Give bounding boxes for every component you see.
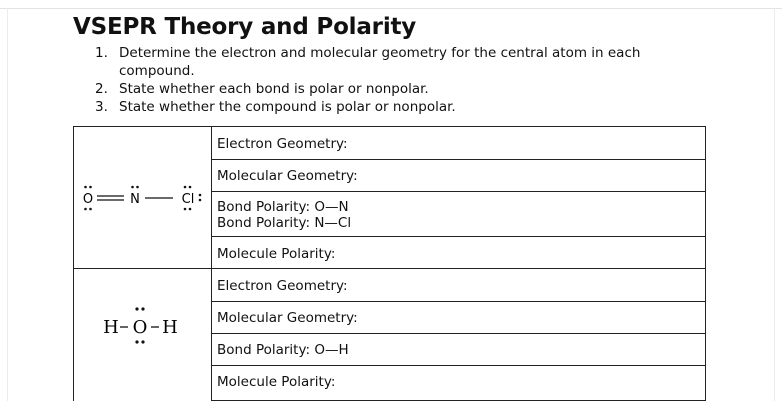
instruction-text: State whether each bond is polar or nonpolar. xyxy=(119,81,429,97)
molecule-polarity-label: Molecule Polarity: xyxy=(217,246,336,262)
instruction-number: 3. xyxy=(95,99,108,115)
bond-polarity-field[interactable] xyxy=(212,192,705,237)
molecular-geometry-label: Molecular Geometry: xyxy=(217,310,358,326)
lone-pair-dot xyxy=(131,186,134,189)
lone-pair-dot xyxy=(136,186,139,189)
lone-pair-dot xyxy=(141,307,144,310)
bond-polarity-label: Bond Polarity: O—H xyxy=(217,342,349,358)
page-title: VSEPR Theory and Polarity xyxy=(73,14,417,40)
instruction-item xyxy=(95,98,695,116)
right-edge xyxy=(774,8,775,401)
compound-table xyxy=(73,126,706,401)
instruction-number: 2. xyxy=(95,81,108,97)
atom-n: N xyxy=(130,192,140,207)
bond-polarity-field[interactable] xyxy=(212,334,705,366)
instruction-text: Determine the electron and molecular geometry for the central atom in each compound. xyxy=(119,45,641,79)
answer-fields-oncl xyxy=(212,127,705,268)
compound-block-oncl xyxy=(74,127,705,269)
molecular-geometry-field[interactable] xyxy=(212,302,705,334)
lone-pair-dot xyxy=(184,186,187,189)
atom-cl: Cl xyxy=(181,192,195,207)
lone-pair-dot xyxy=(199,199,202,202)
molecule-polarity-field[interactable] xyxy=(212,366,705,401)
molecule-polarity-label: Molecule Polarity: xyxy=(217,374,336,390)
lewis-structure-h2o-drawing xyxy=(74,269,210,401)
atom-o: O xyxy=(82,192,94,207)
lone-pair-dot xyxy=(189,186,192,189)
lone-pair-dot xyxy=(135,307,138,310)
electron-geometry-field[interactable] xyxy=(212,127,705,160)
electron-geometry-label: Electron Geometry: xyxy=(217,136,348,152)
instruction-item xyxy=(95,44,695,80)
lone-pair-dot xyxy=(84,208,87,211)
lewis-structure-oncl xyxy=(74,127,212,268)
electron-geometry-label: Electron Geometry: xyxy=(217,278,348,294)
lone-pair-dot xyxy=(199,194,202,197)
answer-fields-h2o xyxy=(212,269,705,401)
bond-polarity-label: Bond Polarity: N—Cl xyxy=(217,215,352,231)
atom-o: O xyxy=(132,317,148,338)
lone-pair-dot xyxy=(89,208,92,211)
lone-pair-dot xyxy=(89,186,92,189)
top-divider xyxy=(0,8,782,9)
atom-h: H xyxy=(103,317,119,338)
compound-block-h2o xyxy=(74,269,705,401)
lone-pair-dot xyxy=(189,208,192,211)
molecular-geometry-field[interactable] xyxy=(212,160,705,192)
lone-pair-dot xyxy=(141,340,144,343)
bond-polarity-label: Bond Polarity: O—N xyxy=(217,199,349,215)
atom-h: H xyxy=(162,317,178,338)
instruction-text: State whether the compound is polar or nonpolar. xyxy=(119,99,456,115)
instruction-number: 1. xyxy=(95,45,108,61)
lone-pair-dot xyxy=(84,186,87,189)
molecular-geometry-label: Molecular Geometry: xyxy=(217,168,358,184)
lewis-structure-h2o xyxy=(74,269,212,401)
instruction-list xyxy=(95,44,695,116)
left-edge xyxy=(7,8,8,401)
molecule-polarity-field[interactable] xyxy=(212,237,705,268)
electron-geometry-field[interactable] xyxy=(212,269,705,302)
lewis-structure-oncl-drawing xyxy=(74,127,210,267)
lone-pair-dot xyxy=(184,208,187,211)
instruction-item xyxy=(95,80,695,98)
lone-pair-dot xyxy=(135,340,138,343)
